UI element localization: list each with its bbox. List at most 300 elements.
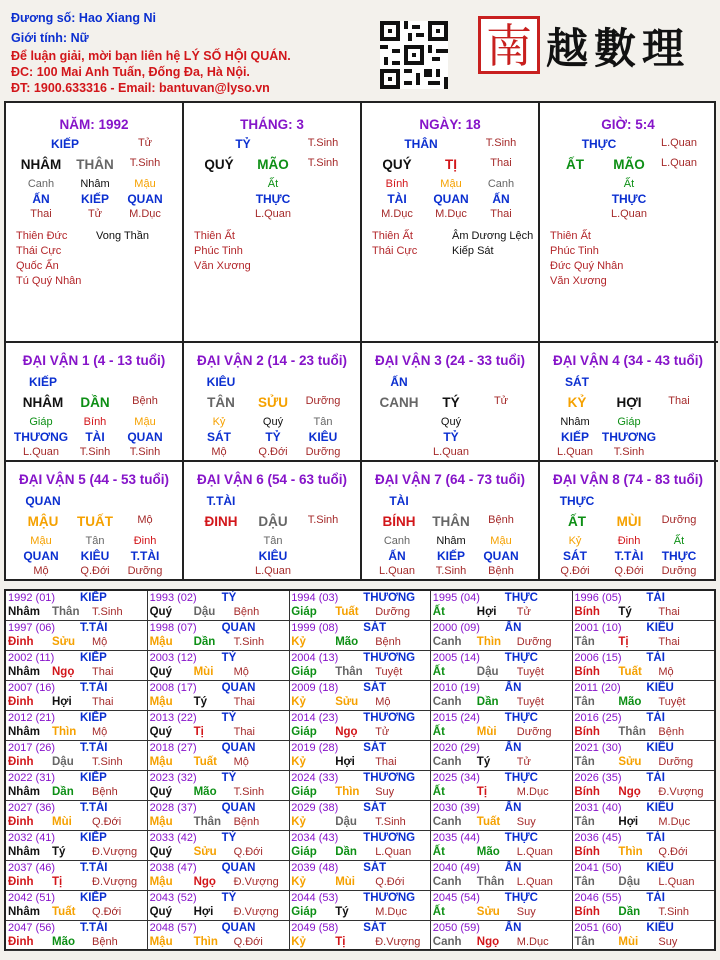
hidden-stem: Quý	[262, 416, 284, 428]
dai-van-stem: BÍNH	[382, 514, 416, 529]
header	[0, 0, 720, 100]
year-stem: Ất	[432, 906, 445, 918]
year-branch: Ngọ	[618, 786, 641, 798]
year-stage: Thai	[92, 666, 114, 678]
year-branch: Dần	[193, 636, 216, 648]
year-stage: L.Quan	[658, 876, 695, 888]
year-cell	[6, 861, 148, 891]
year-stem: Tân	[574, 756, 595, 768]
dai-van-ten-god: KIÊU	[206, 375, 236, 389]
year-branch: Hợi	[193, 906, 214, 918]
year-stage: Q.Đới	[92, 906, 122, 918]
hidden-stage: L.Quan	[556, 446, 594, 458]
year-cell	[431, 621, 573, 651]
hidden-ten-god: THỰC	[255, 192, 291, 206]
year-ten-god: ẤN	[504, 742, 522, 754]
dai-van-stem: TÂN	[207, 395, 235, 410]
hidden-stage: Mộ	[33, 565, 49, 577]
hidden-ten-god: ẤN	[388, 549, 406, 563]
year-stage: T.Sinh	[233, 786, 265, 798]
year-ten-god: KIẾP	[80, 712, 107, 724]
owner-name: Đương số: Hao Xiang Ni	[11, 11, 157, 25]
year-cell	[148, 621, 290, 651]
dai-van-title: ĐẠI VẬN 7 (64 - 73 tuổi)	[374, 472, 526, 487]
year-branch: Ngọ	[52, 666, 75, 678]
earthly-branch: MÃO	[257, 157, 289, 172]
hidden-stage: Q.Đới	[614, 565, 644, 577]
year-cell	[572, 921, 714, 951]
year-stem: Bính	[574, 906, 600, 918]
year-branch: Sửu	[193, 846, 217, 858]
dai-van-cell	[362, 462, 540, 581]
year-branch: Hợi	[618, 816, 639, 828]
pillar-stage: L.Quan	[660, 137, 698, 149]
year-ten-god: KIÊU	[646, 682, 674, 694]
star-good: Đức Quý Nhân	[550, 260, 624, 272]
year-stem: Mậu	[149, 876, 173, 888]
year-stem: Đinh	[8, 816, 34, 828]
year-cell	[289, 651, 431, 681]
hidden-stage: Thai	[30, 208, 52, 220]
year-cell	[431, 921, 573, 951]
dai-van-stem: KỶ	[567, 395, 587, 410]
year-branch: Tuất	[193, 756, 218, 768]
year-label: 2000 (09)	[432, 622, 480, 634]
year-label: 2027 (36)	[8, 802, 56, 814]
year-label: 1995 (04)	[432, 592, 480, 604]
year-branch: Tý	[476, 756, 491, 768]
hidden-stage: Dưỡng	[127, 565, 163, 577]
year-cell	[289, 621, 431, 651]
dai-van-title: ĐẠI VẬN 2 (14 - 23 tuổi)	[196, 353, 348, 368]
year-ten-god: QUAN	[221, 622, 256, 634]
year-stem: Kỷ	[291, 696, 306, 708]
hidden-ten-god: THƯƠNG	[601, 430, 657, 444]
year-branch: Ngọ	[193, 876, 216, 888]
year-ten-god: THƯƠNG	[363, 772, 416, 784]
hidden-stem: Mậu	[134, 416, 156, 428]
year-cell	[572, 831, 714, 861]
star-good: Thái Cực	[16, 245, 62, 257]
year-label: 2019 (28)	[291, 742, 339, 754]
dai-van-title: ĐẠI VẬN 3 (24 - 33 tuổi)	[374, 353, 526, 368]
dai-van-title: ĐẠI VẬN 8 (74 - 83 tuổi)	[552, 472, 704, 487]
year-stage: Suy	[375, 786, 395, 798]
year-cell	[289, 711, 431, 741]
year-stage: L.Quan	[516, 876, 553, 888]
hidden-ten-god: KIÊU	[258, 549, 288, 563]
phone-email-line[interactable]: ĐT: 1900.633316 - Email: bantuvan@lyso.vn	[11, 81, 270, 95]
hidden-ten-god: ẤN	[492, 192, 510, 206]
dai-van-stem: MẬU	[27, 514, 59, 529]
year-stage: Dưỡng	[516, 636, 552, 648]
year-stage: T.Sinh	[92, 606, 123, 618]
year-branch: Tị	[335, 936, 346, 948]
year-branch: Mão	[193, 786, 217, 798]
year-ten-god: TỶ	[221, 892, 237, 904]
year-stage: T.Sinh	[658, 906, 689, 918]
dai-van-title: ĐẠI VẬN 6 (54 - 63 tuổi)	[196, 472, 348, 487]
year-ten-god: THƯƠNG	[363, 712, 416, 724]
year-label: 2023 (32)	[149, 772, 197, 784]
star-bad: Kiếp Sát	[452, 245, 494, 257]
year-branch: Mão	[52, 936, 75, 948]
hidden-stage: T.Sinh	[613, 446, 645, 458]
logo-seal: 南	[478, 16, 540, 74]
hidden-stem: Ất	[673, 535, 685, 547]
heavenly-stem: QUÝ	[204, 157, 234, 172]
dai-van-cell	[540, 462, 718, 581]
hidden-stem: Canh	[487, 178, 515, 190]
dai-van-stage: Bệnh	[132, 395, 158, 407]
year-branch: Tị	[52, 876, 63, 888]
hidden-ten-god: QUAN	[127, 192, 163, 206]
year-branch: Tý	[193, 696, 208, 708]
year-cell	[6, 921, 148, 951]
qr-code-icon[interactable]	[380, 21, 448, 89]
year-label: 2006 (15)	[574, 652, 622, 664]
star-good: Thiên Đức	[16, 230, 68, 242]
year-branch: Hợi	[476, 606, 497, 618]
year-stem: Kỷ	[291, 816, 306, 828]
hidden-ten-god: THỰC	[661, 549, 697, 563]
year-stem: Giáp	[291, 726, 317, 738]
hidden-ten-god: TÀI	[387, 192, 407, 206]
year-cell	[572, 741, 714, 771]
gender: Giới tính: Nữ	[11, 31, 89, 45]
year-stage: Mộ	[92, 726, 108, 738]
year-ten-god: THỰC	[504, 712, 538, 724]
hidden-stem: Bính	[83, 416, 107, 428]
year-cell	[431, 591, 573, 621]
year-branch: Thìn	[335, 786, 360, 798]
year-cell	[148, 921, 290, 951]
year-stem: Giáp	[291, 906, 317, 918]
dai-van-stem: NHÂM	[22, 395, 64, 410]
star-good: Thiên Ất	[194, 230, 235, 242]
hidden-ten-god: T.TÀI	[130, 549, 160, 563]
hidden-stage: T.Sinh	[79, 446, 111, 458]
year-ten-god: TỶ	[221, 712, 237, 724]
hidden-ten-god: QUAN	[483, 549, 519, 563]
year-cell	[289, 681, 431, 711]
year-cell	[572, 711, 714, 741]
pillar-ten-god: THỰC	[581, 137, 617, 151]
yearly-luck-table	[4, 589, 716, 951]
year-label: 2010 (19)	[432, 682, 480, 694]
hidden-stage: Q.Đới	[560, 565, 590, 577]
address-line: ĐC: 100 Mai Anh Tuấn, Đống Đa, Hà Nội.	[11, 65, 250, 79]
year-stem: Đinh	[8, 936, 34, 948]
hidden-ten-god: KIẾP	[560, 430, 589, 444]
hidden-stage: L.Quan	[254, 565, 292, 577]
year-cell	[6, 651, 148, 681]
hidden-stem: Nhâm	[80, 178, 110, 190]
year-branch: Dậu	[193, 606, 216, 618]
year-ten-god: SÁT	[363, 922, 387, 934]
year-branch: Mùi	[618, 936, 639, 948]
year-label: 2008 (17)	[149, 682, 197, 694]
year-ten-god: KIẾP	[80, 892, 107, 904]
year-ten-god: QUAN	[221, 742, 256, 754]
year-stage: T.Sinh	[375, 816, 406, 828]
year-label: 2001 (10)	[574, 622, 622, 634]
hidden-ten-god: KIẾP	[436, 549, 465, 563]
year-stage: Đ.Vượng	[233, 876, 279, 888]
year-stem: Giáp	[291, 786, 317, 798]
year-label: 1999 (08)	[291, 622, 339, 634]
year-branch: Mùi	[52, 816, 72, 828]
dai-van-branch: SỬU	[258, 395, 288, 410]
hidden-stage: T.Sinh	[435, 565, 467, 577]
year-stem: Nhâm	[8, 666, 40, 678]
year-ten-god: TỶ	[221, 772, 237, 784]
dai-van-ten-god: KIẾP	[28, 375, 57, 389]
year-stage: Thai	[658, 606, 680, 618]
hidden-stem: Nhâm	[436, 535, 466, 547]
year-branch: Mùi	[476, 726, 497, 738]
year-cell	[572, 771, 714, 801]
year-ten-god: SÁT	[363, 742, 387, 754]
year-branch: Tý	[335, 906, 349, 918]
year-stem: Kỷ	[291, 876, 306, 888]
year-label: 2044 (53)	[291, 892, 339, 904]
year-label: 2036 (45)	[574, 832, 622, 844]
heavenly-stem: QUÝ	[382, 157, 412, 172]
year-cell	[148, 741, 290, 771]
year-stem: Canh	[432, 876, 462, 888]
year-label: 2043 (52)	[149, 892, 197, 904]
dai-van-ten-god: T.TÀI	[206, 494, 236, 508]
dai-van-cell	[184, 343, 362, 462]
year-stage: Đ.Vượng	[92, 876, 138, 888]
hidden-stage: Mộ	[211, 446, 227, 458]
year-label: 2015 (24)	[432, 712, 480, 724]
hidden-stage: L.Quan	[22, 446, 60, 458]
dai-van-stage: Tử	[493, 395, 509, 407]
year-label: 2038 (47)	[149, 862, 197, 874]
year-branch: Tị	[618, 636, 629, 648]
year-cell	[148, 801, 290, 831]
year-ten-god: THỰC	[504, 592, 538, 604]
star-good: Tú Quý Nhân	[16, 275, 82, 287]
year-branch: Tý	[618, 606, 632, 618]
year-label: 2007 (16)	[8, 682, 56, 694]
year-ten-god: KIÊU	[646, 922, 674, 934]
year-branch: Dần	[335, 846, 357, 858]
year-stem: Đinh	[8, 696, 34, 708]
year-stage: Tuyệt	[658, 696, 686, 708]
dai-van-title: ĐẠI VẬN 1 (4 - 13 tuổi)	[22, 353, 166, 368]
year-stage: Thai	[233, 726, 255, 738]
year-branch: Thìn	[52, 726, 77, 738]
dai-van-stage: Thai	[668, 395, 690, 407]
year-cell	[431, 651, 573, 681]
year-cell	[572, 861, 714, 891]
dai-van-branch: MÙI	[616, 514, 642, 529]
year-cell	[289, 741, 431, 771]
year-ten-god: QUAN	[221, 682, 256, 694]
year-stem: Quý	[149, 906, 172, 918]
hidden-stem: Giáp	[617, 416, 641, 428]
year-label: 2014 (23)	[291, 712, 339, 724]
year-stem: Giáp	[291, 846, 317, 858]
pillar-ten-god: TỶ	[235, 137, 251, 151]
year-stage: Q.Đới	[233, 846, 263, 858]
pillar-cell	[184, 103, 362, 343]
branch-stage: T.Sinh	[307, 157, 339, 169]
year-cell	[148, 681, 290, 711]
year-label: 2012 (21)	[8, 712, 56, 724]
star-bad: Âm Dương Lệch	[452, 230, 534, 242]
year-stage: Thai	[233, 696, 255, 708]
hidden-ten-god: THƯƠNG	[13, 430, 69, 444]
year-stem: Canh	[432, 936, 462, 948]
year-branch: Mão	[476, 846, 500, 858]
year-cell	[148, 861, 290, 891]
year-branch: Sửu	[618, 756, 642, 768]
year-ten-god: T.TÀI	[80, 862, 108, 874]
year-stage: T.Sinh	[233, 636, 265, 648]
hidden-ten-god: T.TÀI	[614, 549, 644, 563]
hidden-stage: Q.Đới	[258, 446, 288, 458]
year-label: 2003 (12)	[149, 652, 197, 664]
hidden-stem: Mậu	[134, 178, 156, 190]
year-label: 2016 (25)	[574, 712, 622, 724]
year-ten-god: KIẾP	[80, 592, 107, 604]
year-label: 1998 (07)	[149, 622, 197, 634]
year-branch: Tý	[52, 846, 66, 858]
year-label: 2051 (60)	[574, 922, 622, 934]
year-cell	[6, 621, 148, 651]
hidden-stage: T.Sinh	[129, 446, 161, 458]
star-bad: Vong Thần	[96, 230, 150, 242]
year-ten-god: TÀI	[646, 592, 665, 604]
year-stem: Bính	[574, 726, 600, 738]
year-branch: Mão	[618, 696, 642, 708]
year-label: 1996 (05)	[574, 592, 622, 604]
year-branch: Tuất	[476, 816, 501, 828]
year-stem: Bính	[574, 786, 600, 798]
year-ten-god: THƯƠNG	[363, 652, 416, 664]
year-ten-god: ẤN	[504, 622, 522, 634]
year-stage: Mộ	[233, 756, 249, 768]
year-branch: Tuất	[52, 906, 76, 918]
year-branch: Ngọ	[335, 726, 358, 738]
year-stem: Tân	[574, 816, 595, 828]
year-cell	[148, 591, 290, 621]
year-ten-god: THƯƠNG	[363, 832, 416, 844]
hidden-stem: Kỷ	[568, 535, 582, 547]
hidden-stem: Mậu	[490, 535, 512, 547]
year-branch: Tị	[476, 786, 488, 798]
year-label: 2020 (29)	[432, 742, 480, 754]
year-label: 1993 (02)	[149, 592, 197, 604]
year-cell	[572, 801, 714, 831]
dai-van-cell	[6, 343, 184, 462]
year-cell	[148, 891, 290, 921]
year-label: 1994 (03)	[291, 592, 339, 604]
year-branch: Tị	[193, 726, 204, 738]
year-label: 2045 (54)	[432, 892, 480, 904]
year-ten-god: SÁT	[363, 802, 387, 814]
year-label: 2009 (18)	[291, 682, 339, 694]
year-label: 2021 (30)	[574, 742, 622, 754]
year-stem: Tân	[574, 936, 595, 948]
contact-line: Để luận giải, mời bạn liên hệ LÝ SỐ HỘI QUÁN.	[11, 49, 291, 63]
year-stem: Canh	[432, 636, 462, 648]
year-label: 2046 (55)	[574, 892, 622, 904]
year-stem: Giáp	[291, 666, 317, 678]
year-cell	[289, 921, 431, 951]
year-branch: Dậu	[618, 876, 641, 888]
hidden-ten-god: QUAN	[127, 430, 163, 444]
year-label: 2005 (14)	[432, 652, 480, 664]
year-stage: Dưỡng	[375, 606, 410, 618]
pillar-stage: T.Sinh	[485, 137, 517, 149]
year-stem: Canh	[432, 816, 462, 828]
year-ten-god: T.TÀI	[80, 682, 108, 694]
year-cell	[431, 741, 573, 771]
year-ten-god: ẤN	[504, 862, 522, 874]
year-label: 2032 (41)	[8, 832, 56, 844]
year-stage: M.Dục	[658, 816, 691, 828]
year-stem: Nhâm	[8, 606, 40, 618]
year-stage: M.Dục	[516, 936, 549, 948]
dai-van-branch: TÝ	[442, 395, 460, 410]
dai-van-title: ĐẠI VẬN 5 (44 - 53 tuổi)	[18, 472, 170, 487]
year-cell	[148, 771, 290, 801]
year-ten-god: TÀI	[646, 832, 665, 844]
year-stage: Q.Đới	[658, 846, 688, 858]
dai-van-cell	[362, 343, 540, 462]
star-good: Phúc Tinh	[194, 245, 243, 257]
year-stage: Đ.Vượng	[92, 846, 138, 858]
pillar-ten-god: THÂN	[404, 137, 438, 151]
year-stem: Mậu	[149, 756, 173, 768]
year-ten-god: THƯƠNG	[363, 892, 416, 904]
four-pillars-grid	[4, 101, 716, 341]
dai-van-ten-god: TÀI	[389, 494, 409, 508]
year-stem: Tân	[574, 636, 595, 648]
year-stem: Quý	[149, 606, 172, 618]
year-branch: Hợi	[52, 696, 72, 708]
hidden-ten-god: KIÊU	[308, 430, 338, 444]
hidden-stem: Đinh	[133, 535, 157, 547]
dai-van-stage: Bệnh	[488, 514, 514, 526]
dai-van-ten-god: THỰC	[559, 494, 595, 508]
year-stem: Nhâm	[8, 786, 40, 798]
year-ten-god: QUAN	[221, 802, 256, 814]
year-ten-god: QUAN	[221, 922, 256, 934]
year-label: 1997 (06)	[8, 622, 56, 634]
year-stem: Nhâm	[8, 906, 40, 918]
year-ten-god: KIÊU	[646, 622, 674, 634]
year-stem: Tân	[574, 876, 595, 888]
dai-van-title: ĐẠI VẬN 4 (34 - 43 tuổi)	[552, 353, 704, 368]
dai-van-ten-god: QUAN	[25, 494, 61, 508]
hidden-stem: Quý	[440, 416, 462, 428]
year-stage: Suy	[516, 906, 536, 918]
year-ten-god: KIÊU	[646, 802, 674, 814]
year-stem: Giáp	[291, 606, 317, 618]
dai-van-stage: Dưỡng	[661, 514, 697, 526]
year-stage: Tuyệt	[375, 666, 403, 678]
year-cell	[431, 831, 573, 861]
hidden-stage: M.Dục	[435, 208, 467, 220]
hidden-stem: Bính	[385, 178, 409, 190]
year-label: 2047 (56)	[8, 922, 56, 934]
